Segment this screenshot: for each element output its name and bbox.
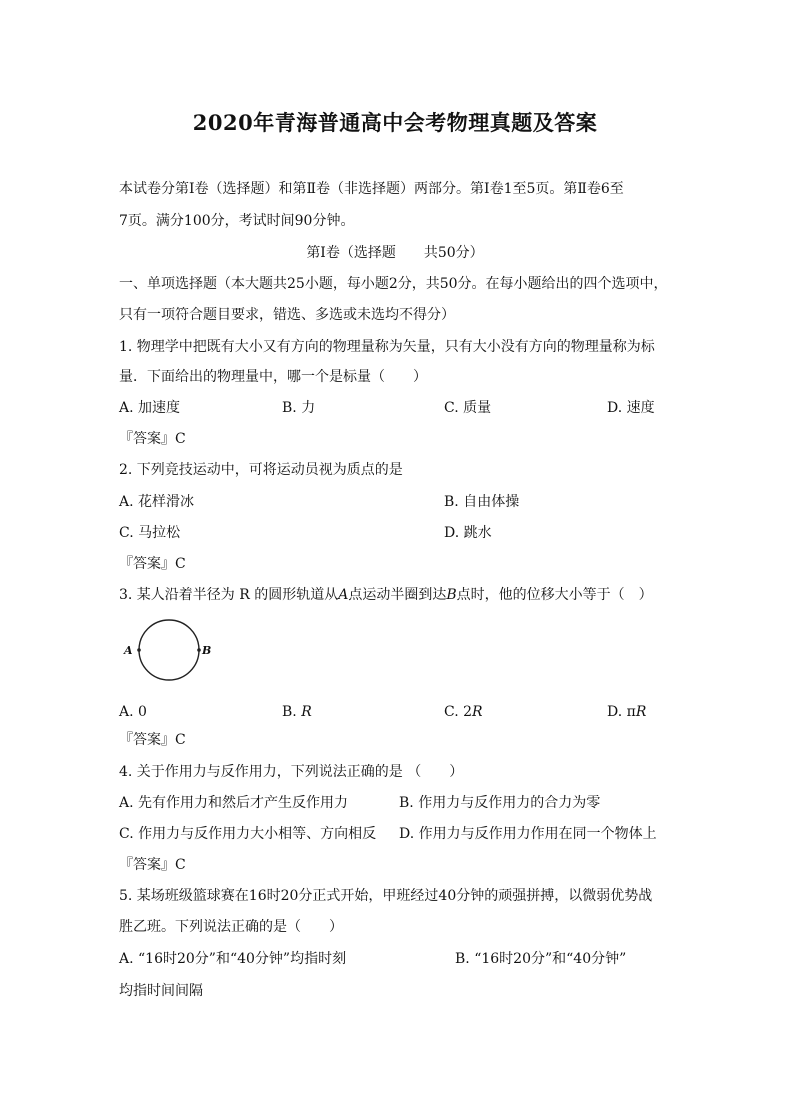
q3-option-d <box>607 702 646 722</box>
part1-line-2: 只有一项符合题目要求，错选、多选或未选均不得分） <box>119 307 455 323</box>
q2-answer: 『答案』C <box>119 556 186 572</box>
part1-line-1: 一、单项选择题（本大题共25小题，每小题2分，共50分。在每小题给出的四个选项中， <box>119 276 668 292</box>
q3-option-c <box>444 702 483 722</box>
q3-option-d-prefix: D. π <box>607 704 636 720</box>
q4-option-c: C. 作用力与反作用力大小相等、方向相反 <box>119 826 377 842</box>
section-heading: 第Ⅰ卷（选择题 共50分） <box>306 245 484 261</box>
q3-option-a: A. 0 <box>119 704 147 720</box>
q1-option-a: A. 加速度 <box>119 400 181 416</box>
q3-option-b <box>282 702 312 722</box>
q2-stem: 2. 下列竞技运动中，可将运动员视为质点的是 <box>119 462 403 478</box>
q3-option-c-prefix: C. 2 <box>444 704 473 720</box>
q3-point-b: B <box>446 587 457 603</box>
q2-option-c: C. 马拉松 <box>119 525 181 541</box>
q5-stem-line-2: 胜乙班。下列说法正确的是（ ） <box>119 919 343 935</box>
point-b-dot <box>197 648 201 652</box>
q2-option-b: B. 自由体操 <box>444 494 520 510</box>
q2-option-a: A. 花样滑冰 <box>119 494 195 510</box>
page-title: 2020年青海普通高中会考物理真题及答案 <box>192 110 598 135</box>
q2-option-d: D. 跳水 <box>444 525 492 541</box>
q1-stem-line-1: 1. 物理学中把既有大小又有方向的物理量称为矢量，只有大小没有方向的物理量称为标 <box>119 339 655 355</box>
q3-option-b-var: R <box>301 704 312 720</box>
q3-answer: 『答案』C <box>119 732 186 748</box>
circular-track-figure <box>121 618 221 688</box>
q3-option-c-var: R <box>472 704 483 720</box>
q3-option-b-prefix: B. <box>282 704 302 720</box>
q4-option-b: B. 作用力与反作用力的合力为零 <box>399 795 601 811</box>
figure-label-b: B <box>202 644 212 657</box>
q3-stem-part-a: 3. 某人沿着半径为 R 的圆形轨道从 <box>119 587 339 603</box>
q1-stem-line-2: 量．下面给出的物理量中，哪一个是标量（ ） <box>119 369 427 385</box>
q1-answer: 『答案』C <box>119 431 186 447</box>
point-a-dot <box>137 648 141 652</box>
q4-answer: 『答案』C <box>119 857 186 873</box>
figure-label-a: A <box>124 644 133 657</box>
q4-option-a: A. 先有作用力和然后才产生反作用力 <box>119 795 349 811</box>
q3-stem-part-b: 点运动半圈到达 <box>348 587 447 603</box>
q5-option-b: B. “16时20分”和“40分钟” <box>455 951 627 967</box>
q1-option-b: B. 力 <box>282 400 316 416</box>
q3-point-a: A <box>338 587 349 603</box>
intro-line-1: 本试卷分第Ⅰ卷（选择题）和第Ⅱ卷（非选择题）两部分。第Ⅰ卷1至5页。第Ⅱ卷6至 <box>119 181 624 197</box>
q5-option-b-continued: 均指时间间隔 <box>119 983 203 999</box>
q1-option-d: D. 速度 <box>607 400 655 416</box>
q3-stem-part-c: 点时，他的位移大小等于（ ） <box>456 587 653 603</box>
q3-stem <box>119 585 653 605</box>
q3-option-d-var: R <box>635 704 647 720</box>
q5-stem-line-1: 5. 某场班级篮球赛在16时20分正式开始，甲班经过40分钟的顽强拼搏，以微弱优势战 <box>119 888 653 904</box>
q4-stem: 4. 关于作用力与反作用力，下列说法正确的是 （ ） <box>119 764 464 780</box>
q1-option-c: C. 质量 <box>444 400 492 416</box>
circular-track <box>139 620 199 680</box>
q5-option-a: A. “16时20分”和“40分钟”均指时刻 <box>119 951 347 967</box>
q4-option-d: D. 作用力与反作用力作用在同一个物体上 <box>399 826 657 842</box>
intro-line-2: 7页。满分100分，考试时间90分钟。 <box>119 213 355 229</box>
